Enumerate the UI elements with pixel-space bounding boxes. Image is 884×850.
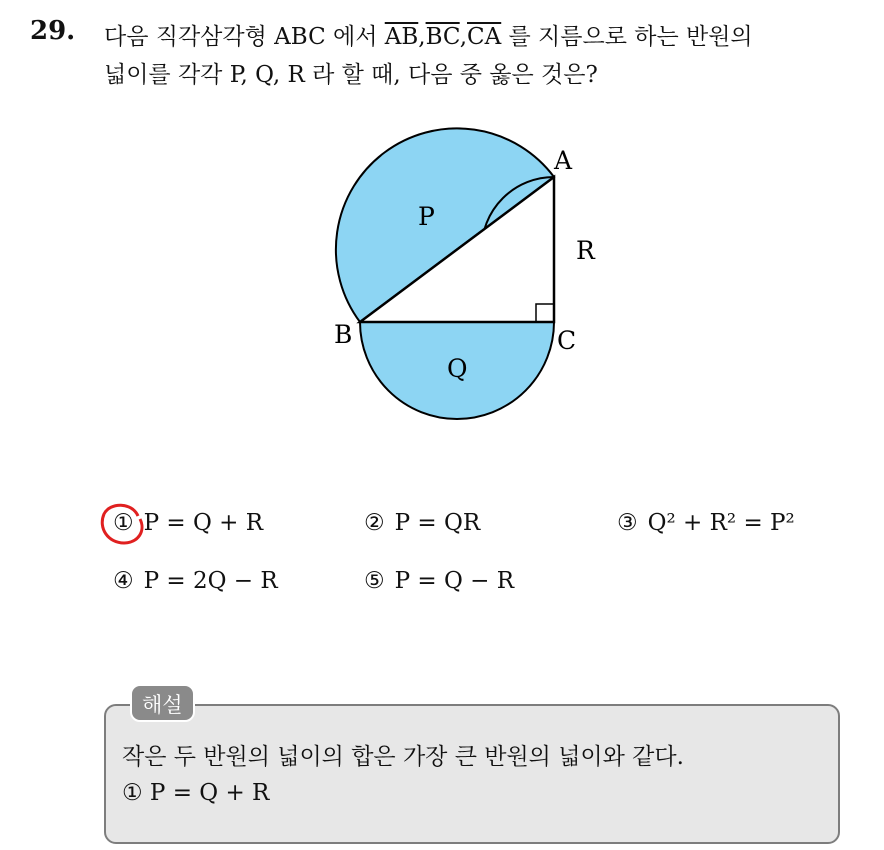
label-a: A — [554, 146, 573, 175]
choice-3: ③ Q² + R² = P² — [617, 510, 795, 536]
segment-ca: $\overline{CA}$ — [467, 24, 502, 50]
choice-4: ④ P = 2Q − R — [113, 568, 278, 594]
label-q: Q — [447, 354, 468, 383]
question-line-1: 다음 직각삼각형 ABC 에서 $\overline{AB},\overline{BC},\overline{CA}$ 를 지름으로 하는 반원의 — [104, 24, 753, 50]
solution-line-2: ① P = Q + R — [122, 780, 270, 806]
question-number: 29. — [30, 16, 76, 46]
choice-2: ② P = QR — [364, 510, 481, 536]
label-b: B — [334, 320, 353, 349]
label-p: P — [418, 202, 435, 231]
label-c: C — [557, 326, 577, 355]
question-line-2: 넓이를 각각 P, Q, R 라 할 때, 다음 중 옳은 것은? — [104, 62, 598, 88]
label-r: R — [576, 236, 595, 265]
solution-box — [104, 704, 840, 844]
choice-5: ⑤ P = Q − R — [364, 568, 515, 594]
segment-ab: $\overline{AB}$ — [384, 24, 419, 50]
choice-1: ① P = Q + R — [113, 510, 264, 536]
solution-line-1: 작은 두 반원의 넓이의 합은 가장 큰 반원의 넓이와 같다. — [122, 744, 684, 770]
solution-tag: 해설 — [130, 684, 195, 722]
segment-bc: $\overline{BC}$ — [425, 24, 460, 50]
